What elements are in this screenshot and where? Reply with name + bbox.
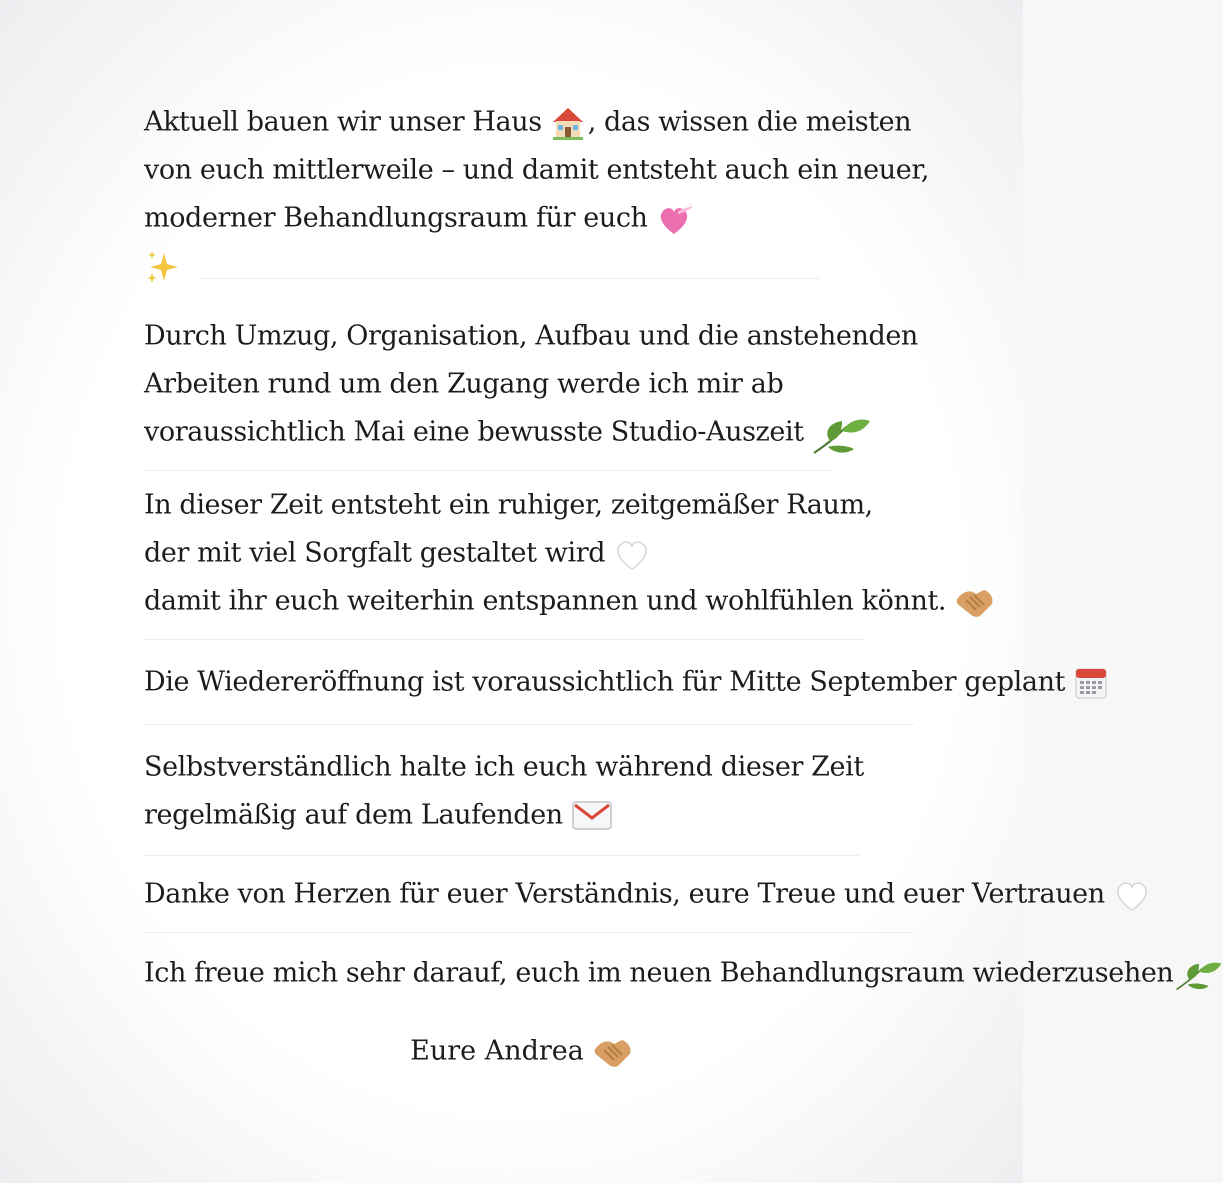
text-line [144,870,1105,918]
calendar-icon [1073,665,1109,701]
paragraph-studio-break [144,312,964,471]
paragraph-thanks [144,870,1105,933]
sparkles-icon [144,249,180,285]
line-text: damit ihr euch weiterhin entspannen und wohlfühlen könnt. [144,585,947,617]
line-text: regelmäßig auf dem Laufenden [144,799,563,831]
paragraph-updates [144,743,964,856]
line-text: Aktuell bauen wir unser Haus [144,106,542,138]
line-text: Selbstverständlich halte ich euch während dieser Zeit [144,751,864,783]
line-text: der mit viel Sorgfalt gestaltet wird [144,537,606,569]
text-line [144,408,964,456]
text-line [144,529,964,577]
handshake-icon [592,1034,634,1070]
text-line [144,194,964,242]
line-text: Durch Umzug, Organisation, Aufbau und die anstehenden [144,320,918,352]
post-content [144,98,1174,1076]
handshake-icon [954,584,996,620]
text-line [144,360,964,408]
line-text: von euch mittlerweile – und damit entsteht auch ein neuer, [144,154,930,186]
paragraph-house [144,98,964,290]
line-text: Danke von Herzen für euer Verständnis, eure Treue und euer Vertrauen [144,878,1105,910]
line-text: In dieser Zeit entsteht ein ruhiger, zeitgemäßer Raum, [144,489,873,521]
line-text: voraussichtlich Mai eine bewusste Studio-Auszeit [144,416,804,448]
heart-arrow-icon [656,201,692,237]
text-line [144,242,964,290]
text-line [144,98,964,146]
paragraph-reopening [144,658,1066,725]
signoff-text: Eure Andrea [410,1035,584,1067]
text-line [144,949,1174,997]
envelope-icon [571,798,613,834]
house-icon [550,105,586,141]
line-text-trail: , das wissen die meisten [587,106,912,138]
line-text: Ich freue mich sehr darauf, euch im neuen Behandlungsraum wiederzusehen [144,957,1174,989]
line-text: Arbeiten rund um den Zugang werde ich mir ab [144,368,784,400]
white-heart-icon [613,536,649,572]
text-line [144,312,964,360]
text-line [144,658,1066,706]
text-line [144,577,964,625]
text-line [144,743,964,791]
leaf-icon [1175,956,1223,992]
text-line [144,481,964,529]
line-text: Die Wiedereröffnung ist voraussichtlich für Mitte September geplant [144,666,1066,698]
line-text: moderner Behandlungsraum für euch [144,202,648,234]
text-line [144,146,964,194]
paragraph-new-room [144,481,964,640]
white-heart-icon [1113,877,1149,913]
leaf-icon [812,415,872,451]
text-line [144,791,964,839]
paragraph-see-you [144,949,1174,997]
signoff [0,1027,900,1076]
